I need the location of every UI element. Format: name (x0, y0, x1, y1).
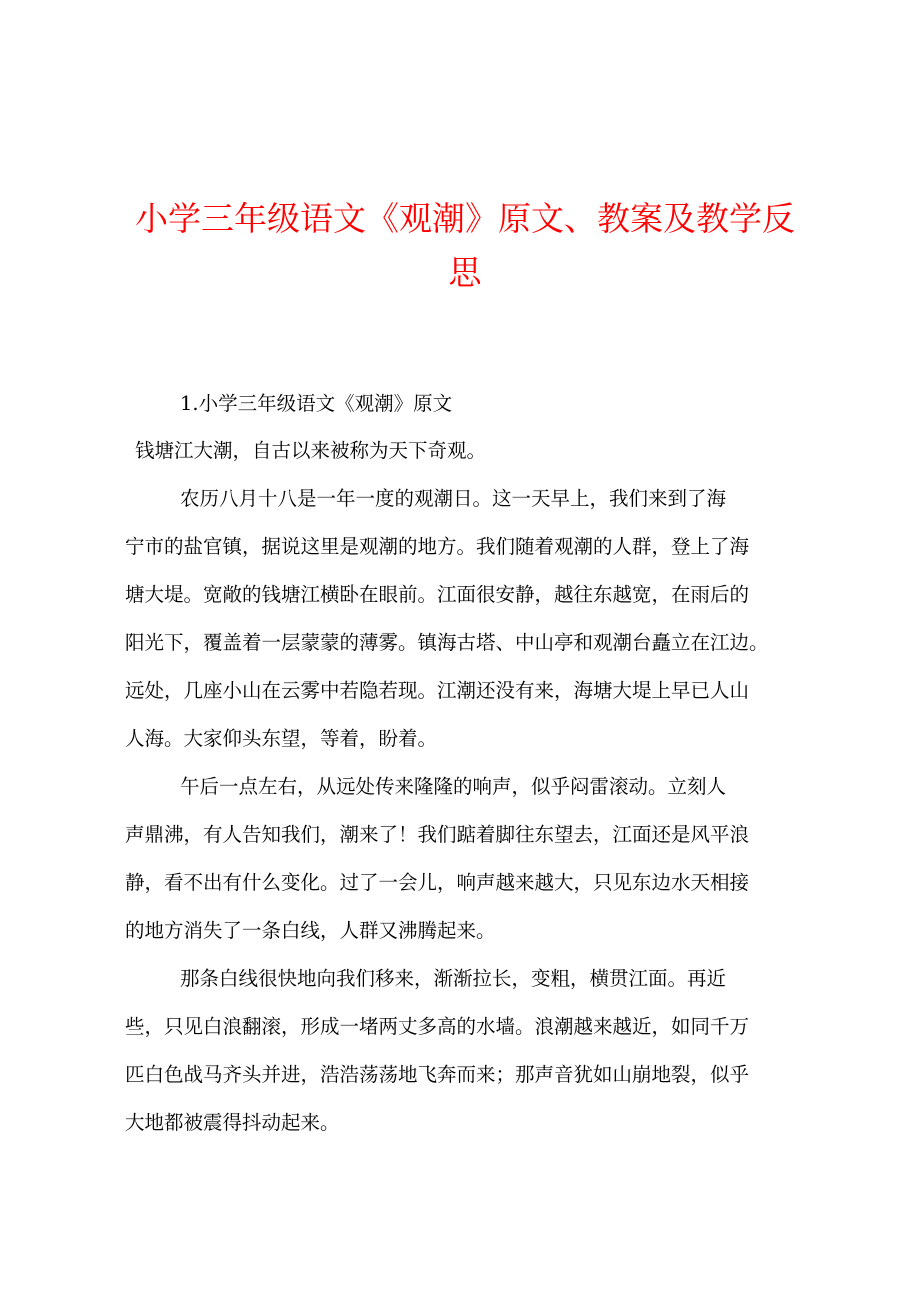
section-heading: 1.小学三年级语文《观潮》原文 (180, 392, 453, 415)
paragraph-line: 的地方消失了一条白线，人群又沸腾起来。 (125, 919, 496, 942)
document-body (125, 381, 815, 1147)
paragraph-line: 静，看不出有什么变化。过了一会儿，响声越来越大，只见东边水天相接 (125, 871, 750, 894)
paragraph (125, 475, 815, 763)
paragraph (125, 763, 815, 955)
title-line: 思 (448, 253, 482, 292)
title-line: 小学三年级语文《观潮》原文、教案及教学反 (135, 199, 795, 238)
paragraph-line: 匹白色战马齐头并进，浩浩荡荡地飞奔而来；那声音犹如山崩地裂，似乎 (125, 1063, 750, 1086)
paragraph-line: 那条白线很快地向我们移来，渐渐拉长，变粗，横贯江面。再近 (180, 967, 727, 990)
paragraph-line: 宁市的盐官镇，据说这里是观潮的地方。我们随着观潮的人群，登上了海 (125, 535, 750, 558)
paragraph-line: 大地都被震得抖动起来。 (125, 1111, 340, 1134)
paragraph-line: 些，只见白浪翻滚，形成一堵两丈多高的水墙。浪潮越来越近，如同千万 (125, 1015, 750, 1038)
paragraph (125, 955, 815, 1147)
paragraph-line: 农历八月十八是一年一度的观潮日。这一天早上，我们来到了海 (180, 487, 727, 510)
paragraph-line: 声鼎沸，有人告知我们，潮来了！我们踮着脚往东望去，江面还是风平浪 (125, 823, 750, 846)
document-title (110, 192, 820, 300)
paragraph-line: 午后一点左右，从远处传来隆隆的响声，似乎闷雷滚动。立刻人 (180, 775, 727, 798)
intro-paragraph: 钱塘江大潮，自古以来被称为天下奇观。 (135, 439, 487, 462)
paragraph-line: 塘大堤。宽敞的钱塘江横卧在眼前。江面很安静，越往东越宽，在雨后的 (125, 583, 750, 606)
paragraph-line: 人海。大家仰头东望，等着，盼着。 (125, 727, 438, 750)
paragraph-line: 远处，几座小山在云雾中若隐若现。江潮还没有来，海塘大堤上早已人山 (125, 679, 750, 702)
paragraph-line: 阳光下，覆盖着一层蒙蒙的薄雾。镇海古塔、中山亭和观潮台矗立在江边。 (125, 631, 769, 654)
